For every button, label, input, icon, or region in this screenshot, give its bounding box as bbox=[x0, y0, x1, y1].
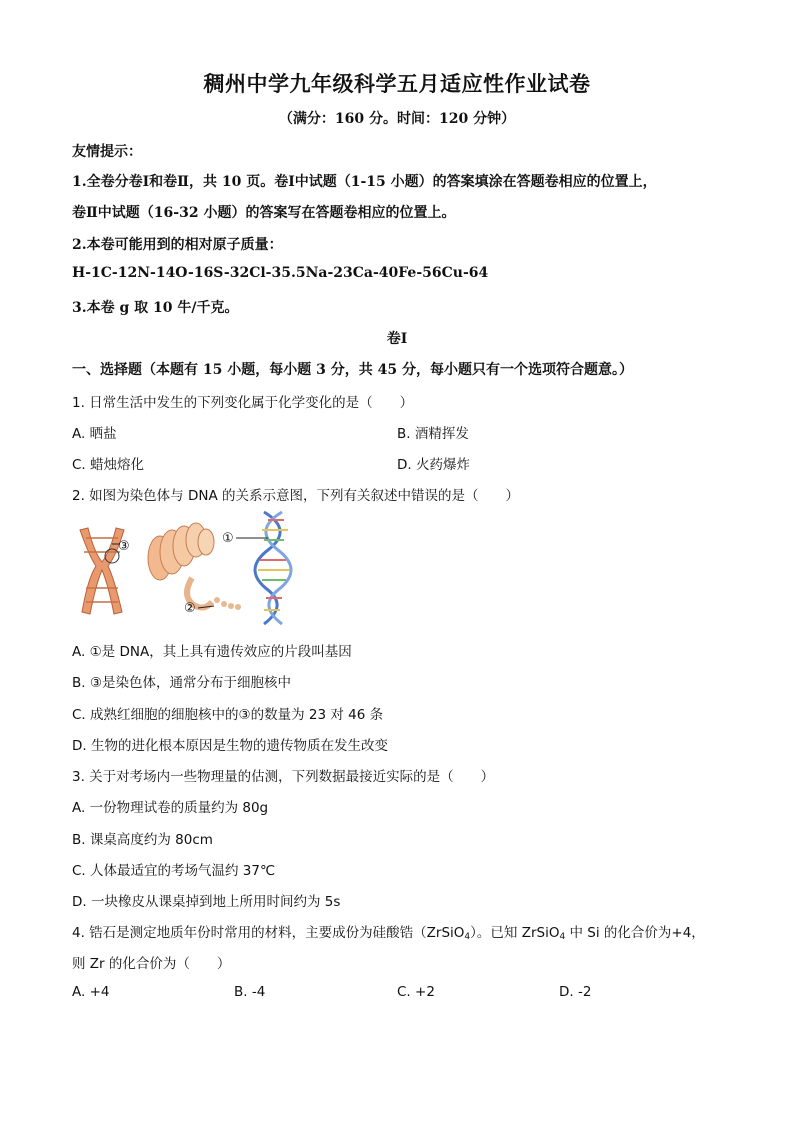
question-3-option-b[interactable]: B. 课桌高度约为 80cm bbox=[72, 832, 213, 848]
question-3-option-c[interactable]: C. 人体最适宜的考场气温约 37℃ bbox=[72, 863, 276, 879]
question-1-option-a[interactable]: A. 晒盐 bbox=[72, 426, 117, 442]
question-4-option-c[interactable]: C. +2 bbox=[397, 984, 435, 1000]
question-4-stem-part-b: ）。已知 ZrSiO bbox=[470, 925, 560, 941]
question-4-stem-part-a: 4. 锆石是测定地质年份时常用的材料，主要成份为硅酸锆（ZrSiO bbox=[72, 925, 465, 941]
question-4-stem-part-c: 中 Si 的化合价为+4， bbox=[565, 925, 705, 941]
part-1-heading: 一、选择题（本题有 15 小题，每小题 3 分，共 45 分，每小题只有一个选项符合题意。） bbox=[72, 362, 633, 378]
question-2-option-c[interactable]: C. 成熟红细胞的细胞核中的③的数量为 23 对 46 条 bbox=[72, 707, 384, 723]
question-4-option-d[interactable]: D. -2 bbox=[559, 984, 592, 1000]
figure-label-3: ③ bbox=[118, 539, 130, 554]
question-2-option-d[interactable]: D. 生物的进化根本原因是生物的遗传物质在发生改变 bbox=[72, 738, 388, 754]
volume-heading: 卷Ⅰ bbox=[386, 331, 408, 347]
question-3-option-a[interactable]: A. 一份物理试卷的质量约为 80g bbox=[72, 800, 269, 816]
question-1-option-b[interactable]: B. 酒精挥发 bbox=[397, 426, 469, 442]
question-4-subscript-1: 4 bbox=[464, 932, 471, 942]
notice-item-1-line-2: 卷Ⅱ中试题（16-32 小题）的答案写在答题卷相应的位置上。 bbox=[72, 205, 456, 221]
question-4-subscript-2: 4 bbox=[559, 932, 566, 942]
question-2-option-a[interactable]: A. ①是 DNA，其上具有遗传效应的片段叫基因 bbox=[72, 644, 352, 660]
question-4-stem-line-1 bbox=[72, 921, 705, 942]
figure-label-2: ② bbox=[184, 601, 196, 616]
notice-item-1-line-1: 1.全卷分卷Ⅰ和卷Ⅱ，共 10 页。卷Ⅰ中试题（1-15 小题）的答案填涂在答题卷相应的位置上， bbox=[72, 174, 657, 190]
question-1-option-d[interactable]: D. 火药爆炸 bbox=[397, 457, 470, 473]
figure-label-1: ① bbox=[222, 531, 234, 546]
question-4-option-b[interactable]: B. -4 bbox=[234, 984, 266, 1000]
notice-heading: 友情提示： bbox=[72, 144, 142, 160]
question-1-stem: 1. 日常生活中发生的下列变化属于化学变化的是（ ） bbox=[72, 395, 414, 411]
question-3-option-d[interactable]: D. 一块橡皮从课桌掉到地上所用时间约为 5s bbox=[72, 894, 341, 910]
chromosome-dna-figure bbox=[72, 508, 302, 626]
chromosome-dna-illustration bbox=[72, 508, 302, 626]
question-3-stem: 3. 关于对考场内一些物理量的估测，下列数据最接近实际的是（ ） bbox=[72, 769, 495, 785]
question-2-option-b[interactable]: B. ③是染色体，通常分布于细胞核中 bbox=[72, 675, 291, 691]
notice-item-3: 3.本卷 g 取 10 牛/千克。 bbox=[72, 300, 239, 316]
question-2-stem: 2. 如图为染色体与 DNA 的关系示意图，下列有关叙述中错误的是（ ） bbox=[72, 488, 519, 504]
atomic-masses: H-1C-12N-14O-16S-32Cl-35.5Na-23Ca-40Fe-56Cu-64 bbox=[72, 265, 489, 281]
page-title: 稠州中学九年级科学五月适应性作业试卷 bbox=[203, 71, 591, 96]
question-1-option-c[interactable]: C. 蜡烛熔化 bbox=[72, 457, 145, 473]
question-4-option-a[interactable]: A. +4 bbox=[72, 984, 110, 1000]
page-subtitle: （满分：160 分。时间：120 分钟） bbox=[278, 111, 516, 127]
question-4-stem-line-2: 则 Zr 的化合价为（ ） bbox=[72, 956, 231, 972]
dna-helix bbox=[255, 512, 291, 624]
notice-item-2: 2.本卷可能用到的相对原子质量： bbox=[72, 237, 283, 253]
